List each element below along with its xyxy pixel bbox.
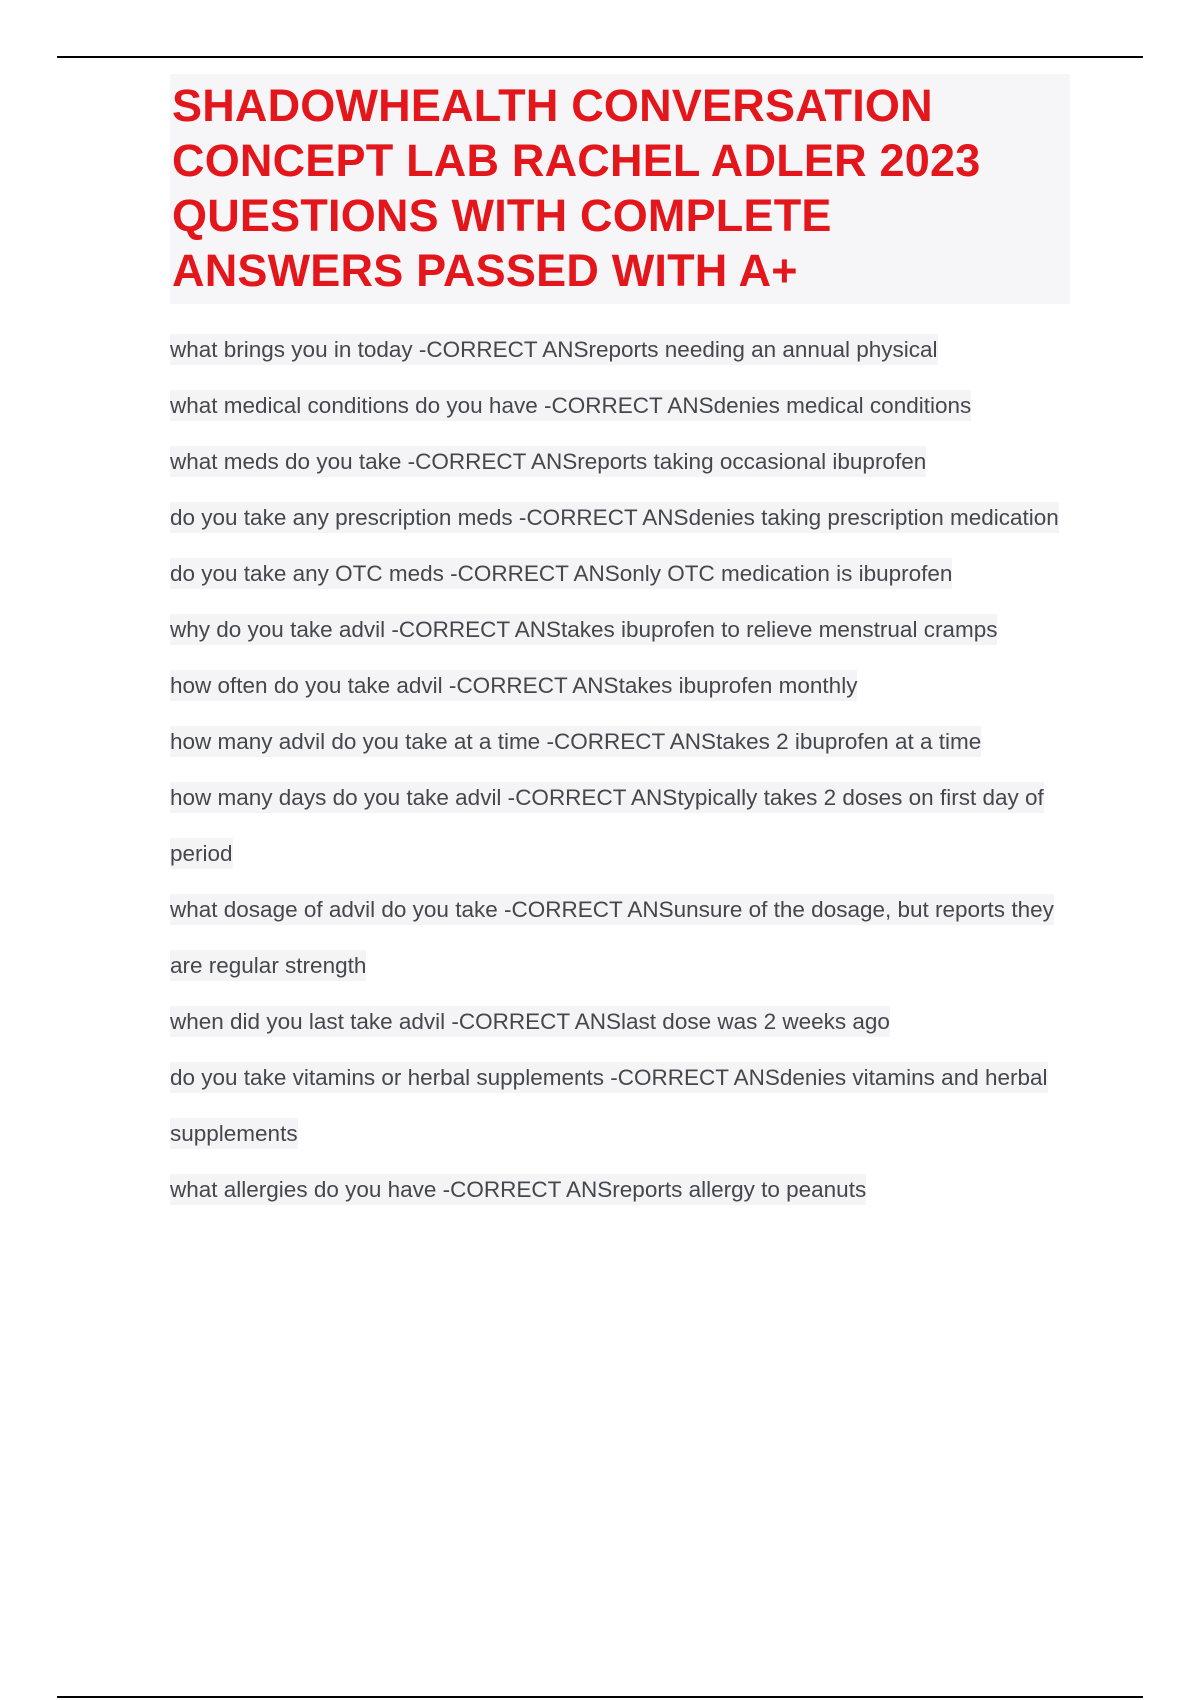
qa-item: [170, 378, 1070, 434]
qa-answer-label: CORRECT ANS: [426, 334, 588, 365]
qa-answer: reports needing an annual physical: [589, 334, 938, 365]
qa-question: what allergies do you have -: [170, 1174, 450, 1205]
qa-answer: typically takes 2 doses on first day of period: [170, 782, 1044, 869]
qa-answer: unsure of the dosage, but reports they are regular strength: [170, 894, 1054, 981]
qa-answer-label: CORRECT ANS: [511, 894, 673, 925]
qa-answer-label: CORRECT ANS: [554, 726, 716, 757]
bottom-rule: [57, 1696, 1143, 1698]
qa-answer-label: CORRECT ANS: [618, 1062, 780, 1093]
qa-question: do you take any prescription meds -: [170, 502, 526, 533]
qa-answer: reports taking occasional ibuprofen: [577, 446, 926, 477]
document-title: SHADOWHEALTH CONVERSATION CONCEPT LAB RACHEL ADLER 2023 QUESTIONS WITH COMPLETE ANSWERS PASSED WITH A+: [172, 80, 981, 296]
qa-item: [170, 714, 1070, 770]
qa-item: [170, 770, 1070, 882]
qa-answer: only OTC medication is ibuprofen: [620, 558, 953, 589]
qa-answer: denies taking prescription medication: [689, 502, 1059, 533]
qa-question: what brings you in today -: [170, 334, 426, 365]
qa-item: [170, 1162, 1070, 1218]
qa-answer: takes ibuprofen to relieve menstrual cramps: [561, 614, 997, 645]
top-rule: [57, 56, 1143, 58]
qa-item: [170, 882, 1070, 994]
qa-answer-label: CORRECT ANS: [415, 446, 577, 477]
qa-item: [170, 1050, 1070, 1162]
qa-item: [170, 490, 1070, 546]
qa-question: do you take vitamins or herbal supplements -: [170, 1062, 618, 1093]
qa-item: [170, 658, 1070, 714]
qa-question: what meds do you take -: [170, 446, 415, 477]
qa-answer: denies medical conditions: [714, 390, 972, 421]
qa-answer: takes 2 ibuprofen at a time: [716, 726, 981, 757]
qa-item: [170, 546, 1070, 602]
qa-answer: takes ibuprofen monthly: [619, 670, 858, 701]
qa-question: when did you last take advil -: [170, 1006, 459, 1037]
document-content: [170, 74, 1070, 1218]
qa-answer: denies vitamins and herbal supplements: [170, 1062, 1048, 1149]
qa-list: [170, 322, 1070, 1218]
qa-answer-label: CORRECT ANS: [399, 614, 561, 645]
qa-answer-label: CORRECT ANS: [456, 670, 618, 701]
title-block: [170, 74, 1070, 304]
qa-question: why do you take advil -: [170, 614, 399, 645]
qa-answer: reports allergy to peanuts: [612, 1174, 866, 1205]
qa-answer-label: CORRECT ANS: [551, 390, 713, 421]
qa-answer-label: CORRECT ANS: [526, 502, 688, 533]
qa-answer-label: CORRECT ANS: [459, 1006, 621, 1037]
qa-question: how many days do you take advil -: [170, 782, 515, 813]
qa-item: [170, 994, 1070, 1050]
qa-item: [170, 602, 1070, 658]
qa-question: what medical conditions do you have -: [170, 390, 551, 421]
qa-question: how often do you take advil -: [170, 670, 456, 701]
qa-item: [170, 434, 1070, 490]
qa-question: what dosage of advil do you take -: [170, 894, 511, 925]
qa-answer-label: CORRECT ANS: [515, 782, 677, 813]
qa-answer: last dose was 2 weeks ago: [621, 1006, 890, 1037]
qa-answer-label: CORRECT ANS: [458, 558, 620, 589]
qa-answer-label: CORRECT ANS: [450, 1174, 612, 1205]
qa-question: do you take any OTC meds -: [170, 558, 458, 589]
qa-item: [170, 322, 1070, 378]
qa-question: how many advil do you take at a time -: [170, 726, 554, 757]
